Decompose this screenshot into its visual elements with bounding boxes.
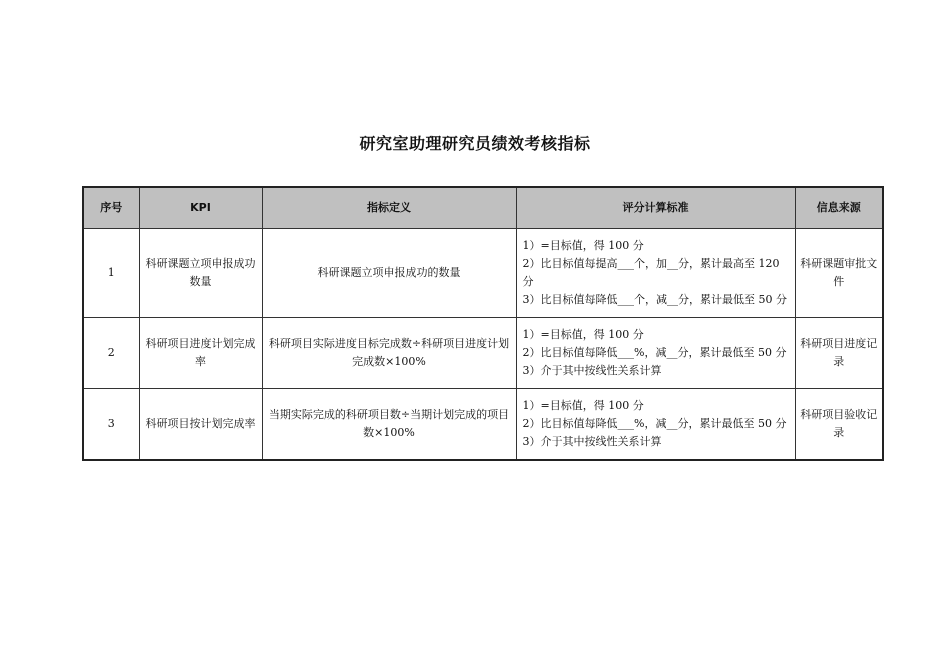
- table-row: [83, 389, 883, 461]
- kpi-definition: 当期实际完成的科研项目数÷当期计划完成的项目数×100%: [262, 389, 516, 461]
- criteria-line: 2）比目标值每降低___%，减__分，累计最低至 50 分: [522, 417, 787, 430]
- scoring-criteria: [516, 229, 795, 318]
- kpi-definition: 科研课题立项申报成功的数量: [262, 229, 516, 318]
- info-source: 科研项目验收记录: [795, 389, 883, 461]
- criteria-line: 2）比目标值每降低___%，减__分，累计最低至 50 分: [522, 346, 787, 359]
- kpi-definition: 科研项目实际进度目标完成数÷科研项目进度计划完成数×100%: [262, 318, 516, 389]
- criteria-line: 1）=目标值，得 100 分: [522, 328, 644, 341]
- header-no: 序号: [83, 187, 139, 229]
- criteria-line: 3）介于其中按线性关系计算: [522, 435, 662, 448]
- info-source: 科研课题审批文件: [795, 229, 883, 318]
- header-definition: 指标定义: [262, 187, 516, 229]
- table-row: [83, 318, 883, 389]
- kpi-name: 科研项目进度计划完成率: [139, 318, 262, 389]
- header-criteria: 评分计算标准: [516, 187, 795, 229]
- table-header-row: [83, 187, 883, 229]
- criteria-line: 1）=目标值，得 100 分: [522, 239, 644, 252]
- document-title: 研究室助理研究员绩效考核指标: [359, 134, 591, 153]
- header-kpi: KPI: [139, 187, 262, 229]
- kpi-name: 科研课题立项申报成功数量: [139, 229, 262, 318]
- table-row: [83, 229, 883, 318]
- kpi-table: [82, 186, 884, 461]
- row-number: 1: [83, 229, 139, 318]
- row-number: 3: [83, 389, 139, 461]
- criteria-line: 2）比目标值每提高___个，加__分，累计最高至 120 分: [522, 257, 780, 288]
- scoring-criteria: [516, 389, 795, 461]
- info-source: 科研项目进度记录: [795, 318, 883, 389]
- header-source: 信息来源: [795, 187, 883, 229]
- row-number: 2: [83, 318, 139, 389]
- criteria-line: 3）介于其中按线性关系计算: [522, 364, 662, 377]
- criteria-line: 3）比目标值每降低___个，减__分，累计最低至 50 分: [522, 293, 787, 306]
- kpi-name: 科研项目按计划完成率: [139, 389, 262, 461]
- criteria-line: 1）=目标值，得 100 分: [522, 399, 644, 412]
- scoring-criteria: [516, 318, 795, 389]
